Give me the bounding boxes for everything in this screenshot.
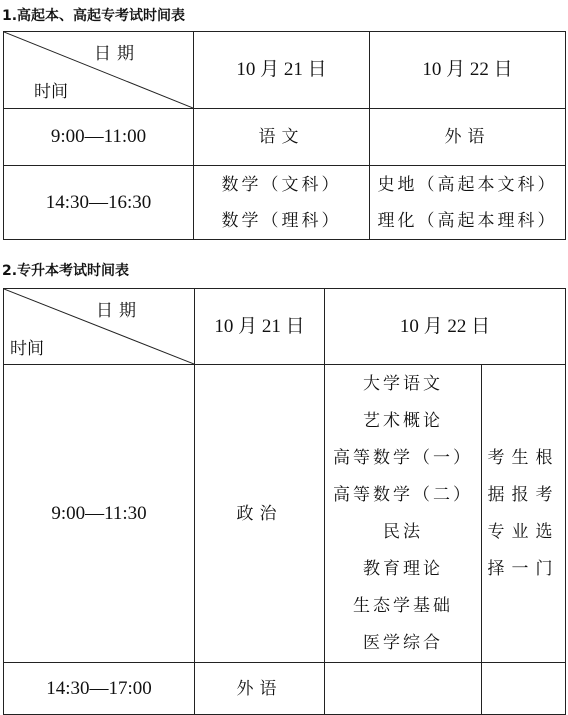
time-cell: 9:00—11:00	[4, 109, 194, 166]
column-header-day2: 10 月 22 日	[325, 289, 566, 365]
list-item: 高等数学（一）	[333, 447, 473, 468]
empty-cell	[325, 663, 482, 715]
list-item: 高等数学（二）	[333, 484, 473, 505]
list-item: 艺术概论	[363, 410, 443, 431]
list-item: 生态学基础	[353, 595, 453, 616]
section2-title: 2.专升本考试时间表	[2, 263, 130, 279]
time-cell: 14:30—17:00	[4, 663, 195, 715]
table-row	[4, 166, 566, 240]
table-row	[4, 109, 566, 166]
list-item: 医学综合	[363, 632, 443, 653]
column-header-day1: 10 月 21 日	[195, 289, 325, 365]
table-row	[4, 663, 566, 715]
corner-date-label: 日期	[96, 301, 142, 321]
subject-cell: 数学（文科） 数学（理科）	[194, 166, 370, 240]
subject-cell: 外语	[195, 663, 325, 715]
time-cell: 9:00—11:30	[4, 365, 195, 663]
column-header-day1: 10 月 21 日	[194, 32, 370, 109]
subject-cell: 政治	[195, 365, 325, 663]
table-row	[4, 365, 566, 663]
corner-time-label: 时间	[10, 339, 44, 359]
list-item: 大学语文	[363, 373, 443, 394]
time-cell: 14:30—16:30	[4, 166, 194, 240]
corner-time-label: 时间	[34, 82, 68, 102]
list-item: 民法	[383, 521, 423, 542]
corner-header-cell	[4, 32, 194, 109]
selection-note-cell: 考生根 据报考 专业选 择一门	[482, 365, 566, 663]
section1-title: 1.高起本、高起专考试时间表	[2, 8, 186, 24]
column-header-day2: 10 月 22 日	[370, 32, 566, 109]
corner-date-label: 日期	[94, 44, 140, 64]
schedule-table-1	[3, 31, 566, 240]
subject-cell: 史地（高起本文科） 理化（高起本理科）	[370, 166, 566, 240]
subject-cell: 外语	[370, 109, 566, 166]
subject-cell: 语文	[194, 109, 370, 166]
schedule-table-2	[3, 288, 566, 715]
corner-header-cell	[4, 289, 195, 365]
list-item: 教育理论	[363, 558, 443, 579]
subject-list-cell	[325, 365, 482, 663]
empty-cell	[482, 663, 566, 715]
